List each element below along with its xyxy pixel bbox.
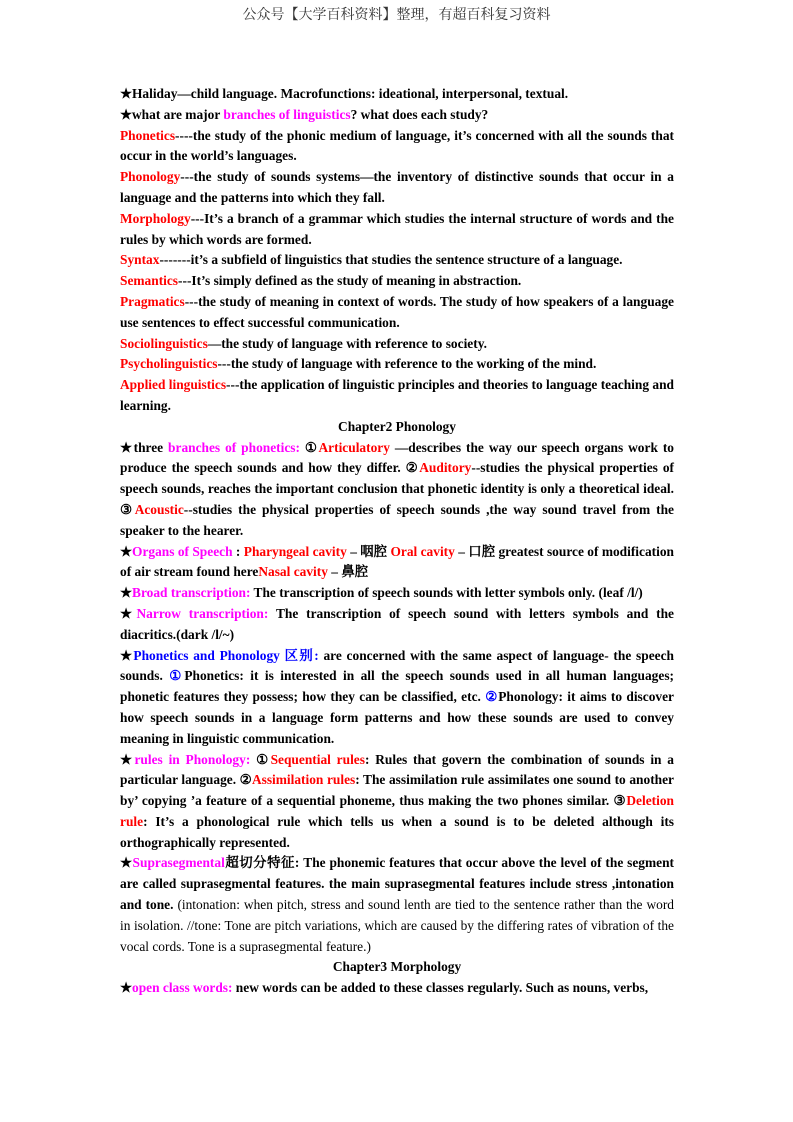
text-run: ---the application of linguistic principles and theories to language teaching and learning. (120, 377, 674, 413)
text-run: The transcription of speech sounds with letter symbols only. (leaf /l/) (250, 585, 643, 601)
paragraph (120, 126, 674, 168)
text-run: : Rules that govern the combination of sounds in a particular language. ② (120, 751, 674, 788)
text-run: Phonology: it aims to discover how speech sounds in a language form patterns and how these sounds are used to convey meaning in linguistic communication. (120, 689, 674, 746)
highlighted-term: branches of linguistics (223, 106, 351, 122)
text-run: : The assimilation rule assimilates one sound to another by’ copying ’a feature of a sequential phoneme, thus making the two phones similar. ③ (120, 772, 674, 809)
text-run: are concerned with the same aspect of language- the speech sounds. (120, 647, 674, 684)
text-run: – 咽腔 (346, 543, 391, 559)
highlighted-term: Applied linguistics (120, 377, 227, 393)
highlighted-term: Syntax (120, 252, 160, 268)
text-run: : (232, 543, 244, 559)
text-run: ---It’s a branch of a grammar which studies the internal structure of words and the rules by which words are formed. (120, 210, 674, 247)
text-run: ? what does each study? (350, 106, 489, 122)
highlighted-term: Phonology (120, 169, 181, 185)
highlighted-term: Pragmatics (120, 293, 185, 309)
chapter-heading (120, 417, 674, 438)
highlighted-term: Sociolinguistics (120, 335, 208, 351)
document-body (120, 84, 674, 999)
text-run: ★three (120, 439, 169, 455)
text-run: : It’s a phonological rule which tells us when a sound is to be deleted although its orthographically represented. (120, 813, 674, 850)
highlighted-term: Pharyngeal cavity (243, 543, 347, 559)
highlighted-term: Broad transcription: (132, 585, 251, 601)
text-run: --studies the physical properties of speech sounds, reaches the important conclusion that phonetic identity is only a theoretical ideal. ③ (120, 460, 674, 517)
paragraph (120, 84, 674, 105)
paragraph (120, 978, 674, 999)
paragraph (120, 292, 674, 334)
paragraph (120, 750, 674, 854)
highlighted-term: Organs of Speech (132, 543, 233, 559)
paragraph (120, 354, 674, 375)
text-run: Chapter3 Morphology (332, 959, 462, 975)
text-run: ---the study of sounds systems—the inventory of distinctive sounds that occur in a language and the patterns into which they fall. (120, 169, 674, 205)
highlighted-term: Acoustic (134, 501, 184, 517)
text-run: – 口腔 greatest source of modification of air stream found here (120, 543, 674, 580)
page-header: 公众号【大学百科资料】整理，有超百科复习资料 (242, 7, 551, 23)
text-run: ----the study of the phonic medium of language, it’s concerned with all the sounds that occur in the world’s languages. (120, 127, 674, 164)
text-run: ---the study of language with reference to the working of the mind. (217, 356, 597, 372)
highlighted-term: Articulatory (318, 439, 390, 455)
highlighted-term: Phonetics and Phonology 区别: (133, 647, 319, 663)
text-run: ---It’s simply defined as the study of meaning in abstraction. (178, 273, 522, 289)
text-run: ★ (120, 543, 133, 559)
text-run: ★Haliday—child language. Macrofunctions: ideational, interpersonal, textual. (120, 86, 569, 101)
paragraph (120, 542, 674, 584)
text-run: Chapter2 Phonology (338, 418, 456, 434)
paragraph (120, 105, 674, 126)
highlighted-term: Deletion rule (120, 793, 674, 829)
highlighted-term: Semantics (120, 273, 179, 289)
highlighted-term: Phonetics (120, 127, 176, 143)
paragraph (120, 853, 674, 957)
highlighted-term: Oral cavity (390, 543, 455, 559)
paragraph (120, 646, 674, 750)
paragraph (120, 604, 674, 646)
highlighted-term: Suprasegmental (132, 855, 225, 871)
text-run: —describes the way our speech organs work to produce the speech sounds and how they differ. ② (120, 439, 674, 476)
text-run: ★ (120, 585, 133, 601)
highlighted-term: ① (169, 668, 185, 684)
highlighted-term: ② (485, 689, 499, 705)
paragraph (120, 250, 674, 271)
text-run: —the study of language with reference to society. (207, 335, 487, 351)
text-run: ① (299, 439, 319, 455)
text-run: ★ (120, 605, 137, 621)
text-run: – 鼻腔 (327, 564, 369, 580)
text-run: ★ (120, 855, 133, 871)
highlighted-term: Nasal cavity (258, 564, 328, 580)
highlighted-term: Narrow transcription: (136, 605, 269, 621)
chapter-heading (120, 957, 674, 978)
text-run: ★ (120, 751, 135, 767)
highlighted-term: rules in Phonology: (134, 751, 251, 767)
highlighted-term: open class words: (132, 980, 233, 996)
text-run: -------it’s a subfield of linguistics that studies the sentence structure of a language. (159, 252, 623, 268)
highlighted-term: Sequential rules (270, 751, 365, 767)
text-run: The transcription of speech sound with letters symbols and the diacritics.(dark /l/~) (120, 605, 674, 642)
text-run: ★what are major (120, 106, 224, 122)
highlighted-term: Assimilation rules (251, 772, 356, 788)
highlighted-term: Morphology (120, 210, 191, 226)
text-run: ★ (120, 647, 134, 663)
paragraph (120, 375, 674, 417)
paragraph (120, 334, 674, 355)
text-run: Phonetics: it is interested in all the speech sounds used in all human languages; phonetic features they possess; how they can be classified, etc. (120, 668, 674, 705)
highlighted-term: Psycholinguistics (120, 356, 218, 372)
paragraph (120, 167, 674, 209)
paragraph (120, 438, 674, 542)
text-run: --studies the physical properties of speech sounds ,the way sound travel from the speaker to the hearer. (120, 501, 674, 538)
highlighted-term: branches of phonetics: (168, 439, 300, 455)
text-run: ---the study of meaning in context of words. The study of how speakers of a language use sentences to effect successful communication. (120, 293, 674, 330)
text-run: ① (250, 751, 271, 767)
text-run: ★ (120, 980, 133, 996)
paragraph (120, 209, 674, 251)
paragraph (120, 583, 674, 604)
text-run: 超切分特征: The phonemic features that occur above the level of the segment are called suprasegmental features. the main suprasegmental features include stress ,intonation and tone. (120, 855, 675, 913)
paragraph (120, 271, 674, 292)
text-run: new words can be added to these classes regularly. Such as nouns, verbs, (232, 980, 649, 996)
highlighted-term: Auditory (419, 460, 472, 476)
text-run: (intonation: when pitch, stress and sound lenth are tied to the sentence rather than the word in isolation. //tone: Tone are pitch variations, which are caused by the differing rates of vibration of the vocal cords. Tone is a suprasegmental feature.) (120, 897, 674, 954)
